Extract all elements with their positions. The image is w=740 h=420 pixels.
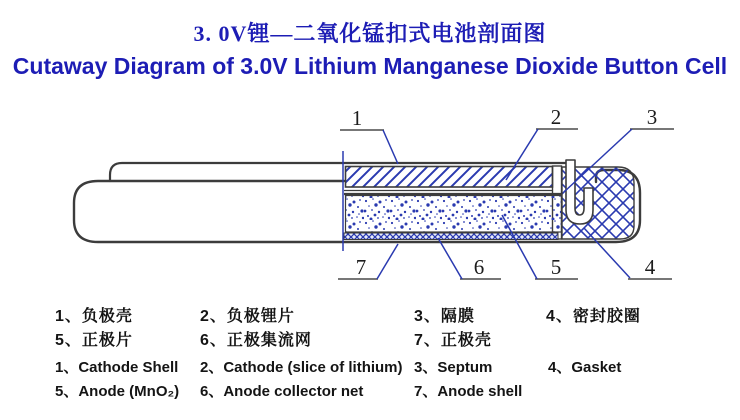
legend-zh-lithium-slice: 2、负极锂片 xyxy=(200,308,295,325)
title-chinese: 3. 0V锂—二氧化锰扣式电池剖面图 xyxy=(193,21,547,46)
legend-zh-anode-shell: 7、正极壳 xyxy=(414,332,492,349)
callout-4-number: 4 xyxy=(644,255,656,279)
legend-en-septum: 3、Septum xyxy=(414,359,493,376)
callout-2-number: 2 xyxy=(550,105,562,129)
legend-en-anode-pellet: 5、Anode (MnO₂) xyxy=(55,383,180,400)
callout-1-leader xyxy=(383,130,398,164)
legend-en-gasket: 4、Gasket xyxy=(548,359,622,376)
collector-net-layer xyxy=(344,233,558,240)
legend-zh-collector-net: 6、正极集流网 xyxy=(200,332,312,349)
legend-zh-cathode-shell: 1、负极壳 xyxy=(55,308,133,325)
title-english: Cutaway Diagram of 3.0V Lithium Manganese Dioxide Button Cell xyxy=(12,53,728,79)
callout-6-leader xyxy=(438,238,462,279)
legend-zh-gasket: 4、密封胶圈 xyxy=(546,308,641,325)
callout-1-number: 1 xyxy=(351,106,363,130)
legend-en-cathode-shell: 1、Cathode Shell xyxy=(55,359,179,376)
legend-en-anode-shell: 7、Anode shell xyxy=(414,383,523,400)
legend-zh-septum: 3、隔膜 xyxy=(414,308,475,325)
legend-en-collector-net: 6、Anode collector net xyxy=(200,383,364,400)
legend-en-lithium-slice: 2、Cathode (slice of lithium) xyxy=(200,359,403,376)
callout-7-leader xyxy=(377,244,398,279)
callout-5-number: 5 xyxy=(550,255,562,279)
callout-3-number: 3 xyxy=(646,105,658,129)
callout-7-number: 7 xyxy=(355,255,367,279)
callout-6-number: 6 xyxy=(473,255,485,279)
legend-zh-anode-pellet: 5、正极片 xyxy=(55,332,133,349)
lithium-layer xyxy=(346,167,553,188)
mno2-layer xyxy=(346,196,562,233)
